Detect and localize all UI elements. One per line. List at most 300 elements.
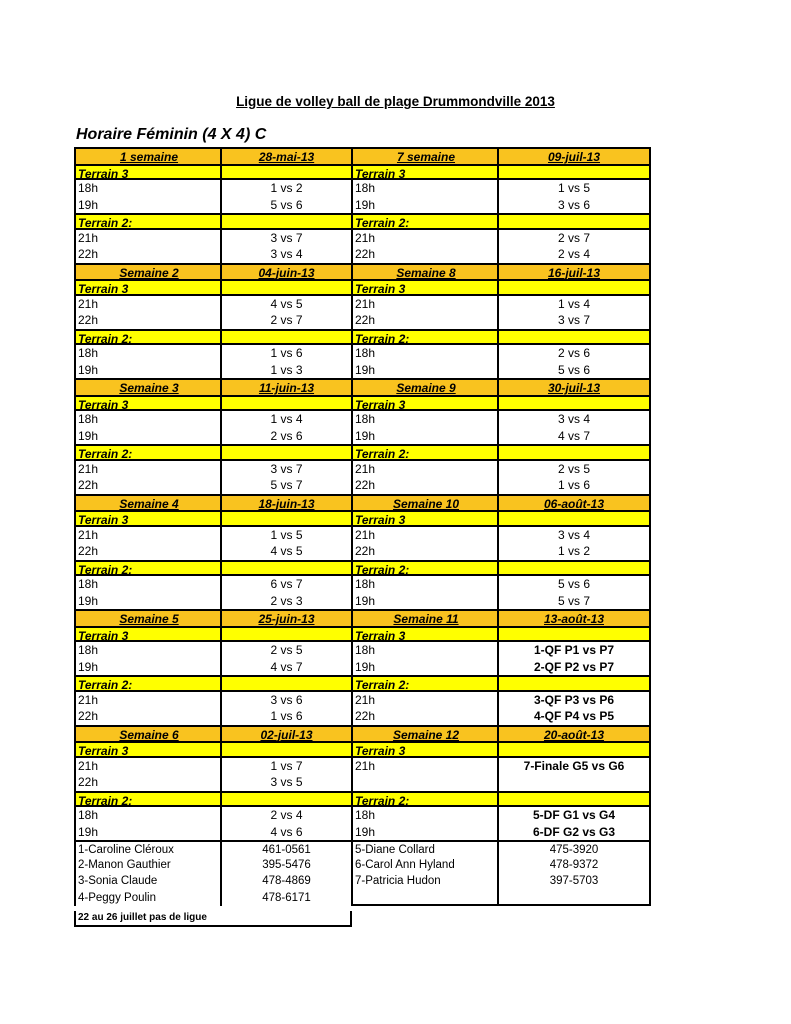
match-label: 18h xyxy=(355,643,376,657)
week-left xyxy=(74,147,351,164)
terrain-label: Terrain 2: xyxy=(78,216,133,228)
match-label: 18h xyxy=(355,808,376,822)
match-label: 21h xyxy=(355,461,376,476)
match-value: 4 vs 5 xyxy=(220,543,351,560)
terrain-row xyxy=(74,675,651,692)
match-value: 1 vs 2 xyxy=(220,180,351,197)
terrain-right xyxy=(351,791,651,808)
week-value: 06-août-13 xyxy=(497,496,649,511)
terrain-left xyxy=(74,329,351,346)
contact-left xyxy=(74,873,351,890)
match-value: 1 vs 5 xyxy=(497,180,649,197)
match-row xyxy=(74,774,651,791)
match-value xyxy=(497,774,649,791)
match-label: 19h xyxy=(78,197,99,212)
week-right xyxy=(351,494,651,511)
terrain-label: Terrain 2: xyxy=(78,447,133,459)
terrain-right xyxy=(351,164,651,181)
terrain-label: Terrain 3 xyxy=(355,166,406,178)
terrain-left xyxy=(74,741,351,758)
terrain-label: Terrain 3 xyxy=(78,628,129,640)
match-label: 18h xyxy=(355,577,376,591)
match-label: 21h xyxy=(78,230,99,245)
week-right xyxy=(351,725,651,742)
match-row xyxy=(74,708,651,725)
match-row xyxy=(74,428,651,445)
match-right xyxy=(351,461,651,478)
terrain-value xyxy=(497,677,649,690)
match-row xyxy=(74,246,651,263)
contact-label: 4-Peggy Poulin xyxy=(78,891,156,904)
terrain-label: Terrain 2: xyxy=(78,562,133,574)
terrain-value xyxy=(220,397,351,410)
contact-right xyxy=(351,857,651,874)
match-value: 4 vs 7 xyxy=(220,659,351,676)
match-label: 19h xyxy=(78,362,99,377)
week-left xyxy=(74,378,351,395)
terrain-right xyxy=(351,213,651,230)
match-value: 1-QF P1 vs P7 xyxy=(497,642,649,659)
terrain-right xyxy=(351,560,651,577)
terrain-value xyxy=(497,743,649,756)
terrain-row xyxy=(74,329,651,346)
match-value: 3 vs 4 xyxy=(497,411,649,428)
match-label: 22h xyxy=(355,544,376,558)
terrain-label: Terrain 3 xyxy=(78,397,129,409)
match-label: 18h xyxy=(78,808,99,822)
match-value: 5-DF G1 vs G4 xyxy=(497,807,649,824)
match-row xyxy=(74,659,651,676)
match-row xyxy=(74,576,651,593)
terrain-value xyxy=(497,281,649,294)
match-row xyxy=(74,296,651,313)
match-left xyxy=(74,411,351,428)
week-label: Semaine 2 xyxy=(119,265,179,279)
terrain-left xyxy=(74,213,351,230)
terrain-left xyxy=(74,791,351,808)
terrain-value xyxy=(497,628,649,641)
match-left xyxy=(74,692,351,709)
contact-right xyxy=(351,873,651,890)
match-row xyxy=(74,758,651,775)
match-value: 3 vs 4 xyxy=(220,246,351,263)
contact-label: 2-Manon Gauthier xyxy=(78,858,171,871)
match-value: 1 vs 2 xyxy=(497,543,649,560)
week-label: Semaine 11 xyxy=(393,612,459,626)
match-label: 19h xyxy=(78,659,99,674)
match-value: 1 vs 6 xyxy=(497,477,649,494)
match-row xyxy=(74,477,651,494)
terrain-label: Terrain 2: xyxy=(355,216,410,228)
match-value: 2 vs 7 xyxy=(220,312,351,329)
match-value: 5 vs 6 xyxy=(497,576,649,593)
terrain-value xyxy=(220,215,351,228)
match-row xyxy=(74,543,651,560)
contact-left xyxy=(74,857,351,874)
match-value: 4 vs 5 xyxy=(220,296,351,313)
match-row xyxy=(74,180,651,197)
terrain-label: Terrain 2: xyxy=(78,793,133,805)
contact-right xyxy=(351,840,651,857)
match-value: 5 vs 7 xyxy=(497,593,649,610)
match-left xyxy=(74,246,351,263)
terrain-row xyxy=(74,626,651,643)
match-right xyxy=(351,593,651,610)
match-label: 21h xyxy=(355,527,376,542)
week-value: 04-juin-13 xyxy=(220,265,351,280)
match-value: 2 vs 5 xyxy=(497,461,649,478)
match-right xyxy=(351,477,651,494)
contact-value: 475-3920 xyxy=(497,842,649,857)
week-header-row xyxy=(74,263,651,280)
match-label: 21h xyxy=(78,758,99,773)
match-left xyxy=(74,593,351,610)
contact-label: 3-Sonia Claude xyxy=(78,875,158,887)
week-label: Semaine 4 xyxy=(119,496,179,510)
match-label: 18h xyxy=(78,643,99,657)
week-header-row xyxy=(74,378,651,395)
match-value: 2 vs 6 xyxy=(220,428,351,445)
match-right xyxy=(351,543,651,560)
match-right xyxy=(351,230,651,247)
match-label: 22h xyxy=(355,247,376,261)
terrain-left xyxy=(74,444,351,461)
terrain-label: Terrain 3 xyxy=(78,513,129,525)
terrain-value xyxy=(220,446,351,459)
terrain-value xyxy=(220,628,351,641)
terrain-right xyxy=(351,675,651,692)
terrain-left xyxy=(74,395,351,412)
match-label: 22h xyxy=(78,247,99,261)
match-label: 21h xyxy=(78,692,99,707)
week-right xyxy=(351,609,651,626)
match-row xyxy=(74,411,651,428)
match-value: 5 vs 6 xyxy=(220,197,351,214)
match-value: 3-QF P3 vs P6 xyxy=(497,692,649,709)
week-right xyxy=(351,147,651,164)
match-right xyxy=(351,362,651,379)
match-value: 5 vs 7 xyxy=(220,477,351,494)
week-value: 18-juin-13 xyxy=(220,496,351,511)
terrain-label: Terrain 2: xyxy=(355,678,410,690)
week-label: 1 semaine xyxy=(119,150,179,164)
terrain-row xyxy=(74,395,651,412)
match-label: 19h xyxy=(355,362,376,377)
match-label: 18h xyxy=(78,577,99,591)
week-label: Semaine 12 xyxy=(392,727,460,741)
match-row xyxy=(74,692,651,709)
terrain-right xyxy=(351,626,651,643)
match-value: 3 vs 7 xyxy=(220,230,351,247)
match-left xyxy=(74,642,351,659)
match-label: 19h xyxy=(355,197,376,212)
terrain-label: Terrain 2: xyxy=(355,793,410,805)
match-right xyxy=(351,692,651,709)
match-label: 22h xyxy=(78,775,99,789)
match-value: 1 vs 4 xyxy=(497,296,649,313)
match-value: 3 vs 6 xyxy=(497,197,649,214)
match-left xyxy=(74,312,351,329)
terrain-left xyxy=(74,626,351,643)
terrain-row xyxy=(74,510,651,527)
match-left xyxy=(74,758,351,775)
contact-label: 7-Patricia Hudon xyxy=(355,875,441,887)
contact-row xyxy=(74,890,651,907)
match-value: 2 vs 7 xyxy=(497,230,649,247)
terrain-value xyxy=(497,215,649,228)
match-left xyxy=(74,345,351,362)
match-label: 19h xyxy=(355,824,376,839)
week-label: Semaine 8 xyxy=(396,265,456,279)
terrain-row xyxy=(74,560,651,577)
match-label: 21h xyxy=(78,527,99,542)
match-label: 22h xyxy=(355,313,376,327)
week-header-row xyxy=(74,609,651,626)
week-left xyxy=(74,494,351,511)
match-left xyxy=(74,543,351,560)
week-label: Semaine 6 xyxy=(119,727,179,741)
match-right xyxy=(351,824,651,841)
match-right xyxy=(351,758,651,775)
match-label: 18h xyxy=(355,412,376,426)
contact-value: 395-5476 xyxy=(220,857,351,874)
match-value: 2 vs 6 xyxy=(497,345,649,362)
match-label: 19h xyxy=(78,428,99,443)
match-row xyxy=(74,593,651,610)
terrain-right xyxy=(351,395,651,412)
match-left xyxy=(74,362,351,379)
week-right xyxy=(351,378,651,395)
schedule-table xyxy=(74,147,651,906)
match-label: 22h xyxy=(355,478,376,492)
match-value: 5 vs 6 xyxy=(497,362,649,379)
terrain-label: Terrain 3 xyxy=(355,513,406,525)
match-value: 4 vs 6 xyxy=(220,824,351,841)
match-label: 18h xyxy=(355,181,376,195)
terrain-value xyxy=(220,743,351,756)
match-value: 2 vs 5 xyxy=(220,642,351,659)
match-label: 22h xyxy=(78,478,99,492)
contact-left xyxy=(74,890,351,907)
terrain-left xyxy=(74,510,351,527)
contact-value: 478-9372 xyxy=(497,857,649,874)
match-row xyxy=(74,642,651,659)
schedule-subtitle: Horaire Féminin (4 X 4) C xyxy=(76,126,267,143)
match-label: 22h xyxy=(78,544,99,558)
week-value: 09-juil-13 xyxy=(497,149,649,164)
match-value: 1 vs 4 xyxy=(220,411,351,428)
contact-label: 6-Carol Ann Hyland xyxy=(355,858,455,871)
week-label: 7 semaine xyxy=(396,150,456,164)
match-label: 19h xyxy=(78,593,99,608)
terrain-label: Terrain 3 xyxy=(78,744,129,756)
week-header-row xyxy=(74,147,651,164)
match-value: 3 vs 4 xyxy=(497,527,649,544)
match-value: 2 vs 4 xyxy=(220,807,351,824)
match-left xyxy=(74,180,351,197)
week-value: 11-juin-13 xyxy=(220,380,351,395)
match-value: 4 vs 7 xyxy=(497,428,649,445)
match-right xyxy=(351,312,651,329)
match-right xyxy=(351,642,651,659)
match-left xyxy=(74,659,351,676)
terrain-label: Terrain 3 xyxy=(355,397,406,409)
match-label: 22h xyxy=(355,709,376,723)
terrain-value xyxy=(220,512,351,525)
match-left xyxy=(74,461,351,478)
match-value: 6-DF G2 vs G3 xyxy=(497,824,649,841)
match-value: 7-Finale G5 vs G6 xyxy=(497,758,649,775)
match-row xyxy=(74,312,651,329)
page-title: Ligue de volley ball de plage Drummondville 2013 xyxy=(236,94,555,109)
week-value: 28-mai-13 xyxy=(220,149,351,164)
match-value: 2 vs 4 xyxy=(497,246,649,263)
match-left xyxy=(74,230,351,247)
match-label: 21h xyxy=(355,692,376,707)
match-right xyxy=(351,659,651,676)
match-row xyxy=(74,197,651,214)
match-left xyxy=(74,197,351,214)
match-label: 18h xyxy=(355,346,376,360)
week-value: 16-juil-13 xyxy=(497,265,649,280)
terrain-label: Terrain 2: xyxy=(355,562,410,574)
terrain-right xyxy=(351,279,651,296)
match-label: 22h xyxy=(78,709,99,723)
contact-value: 478-6171 xyxy=(220,890,351,907)
week-value: 02-juil-13 xyxy=(220,727,351,742)
match-value: 1 vs 7 xyxy=(220,758,351,775)
week-left xyxy=(74,263,351,280)
match-value: 1 vs 5 xyxy=(220,527,351,544)
terrain-row xyxy=(74,213,651,230)
match-label: 18h xyxy=(78,412,99,426)
terrain-value xyxy=(220,677,351,690)
match-left xyxy=(74,296,351,313)
week-label: Semaine 9 xyxy=(396,381,456,395)
match-row xyxy=(74,362,651,379)
note: 22 au 26 juillet pas de ligue xyxy=(74,911,352,927)
match-right xyxy=(351,708,651,725)
match-value: 2 vs 3 xyxy=(220,593,351,610)
match-right xyxy=(351,807,651,824)
week-left xyxy=(74,609,351,626)
terrain-right xyxy=(351,510,651,527)
match-left xyxy=(74,824,351,841)
contact-value: 461-0561 xyxy=(220,842,351,857)
terrain-right xyxy=(351,444,651,461)
contact-value: 397-5703 xyxy=(497,873,649,890)
week-value: 13-août-13 xyxy=(497,611,649,626)
match-label: 21h xyxy=(78,461,99,476)
terrain-value xyxy=(220,793,351,806)
match-right xyxy=(351,576,651,593)
match-left xyxy=(74,708,351,725)
match-left xyxy=(74,807,351,824)
terrain-right xyxy=(351,329,651,346)
match-label: 21h xyxy=(355,230,376,245)
match-right xyxy=(351,180,651,197)
match-left xyxy=(74,774,351,791)
contact-value xyxy=(497,890,649,905)
match-label: 19h xyxy=(355,428,376,443)
terrain-label: Terrain 2: xyxy=(355,447,410,459)
contact-row xyxy=(74,873,651,890)
terrain-right xyxy=(351,741,651,758)
match-row xyxy=(74,824,651,841)
match-right xyxy=(351,411,651,428)
terrain-row xyxy=(74,164,651,181)
week-value: 30-juil-13 xyxy=(497,380,649,395)
week-left xyxy=(74,725,351,742)
terrain-value xyxy=(497,562,649,575)
contact-label xyxy=(353,890,497,905)
match-value: 3 vs 7 xyxy=(220,461,351,478)
terrain-value xyxy=(497,331,649,344)
week-label: Semaine 3 xyxy=(119,381,179,395)
match-value: 3 vs 5 xyxy=(220,774,351,791)
match-value: 3 vs 6 xyxy=(220,692,351,709)
match-right xyxy=(351,246,651,263)
match-right xyxy=(351,428,651,445)
match-left xyxy=(74,428,351,445)
match-row xyxy=(74,345,651,362)
match-value: 6 vs 7 xyxy=(220,576,351,593)
terrain-value xyxy=(220,331,351,344)
match-left xyxy=(74,576,351,593)
week-value: 20-août-13 xyxy=(497,727,649,742)
terrain-left xyxy=(74,560,351,577)
match-label: 18h xyxy=(78,346,99,360)
terrain-value xyxy=(497,397,649,410)
terrain-row xyxy=(74,279,651,296)
match-right xyxy=(351,774,651,791)
match-left xyxy=(74,477,351,494)
match-left xyxy=(74,527,351,544)
terrain-label: Terrain 3 xyxy=(355,282,406,294)
week-right xyxy=(351,263,651,280)
terrain-label: Terrain 2: xyxy=(78,331,133,343)
contact-label: 1-Caroline Cléroux xyxy=(78,844,174,856)
contact-row xyxy=(74,840,651,857)
week-header-row xyxy=(74,725,651,742)
match-value: 1 vs 6 xyxy=(220,345,351,362)
terrain-value xyxy=(497,793,649,806)
match-label: 21h xyxy=(355,296,376,311)
terrain-value xyxy=(497,512,649,525)
terrain-left xyxy=(74,279,351,296)
match-right xyxy=(351,527,651,544)
terrain-value xyxy=(220,281,351,294)
terrain-label: Terrain 3 xyxy=(78,282,129,294)
terrain-label: Terrain 2: xyxy=(78,678,133,690)
terrain-left xyxy=(74,164,351,181)
terrain-row xyxy=(74,741,651,758)
week-label: Semaine 5 xyxy=(119,612,179,626)
match-label: 18h xyxy=(78,181,99,195)
terrain-value xyxy=(220,562,351,575)
match-label xyxy=(353,774,497,791)
match-value: 2-QF P2 vs P7 xyxy=(497,659,649,676)
match-right xyxy=(351,296,651,313)
match-label: 22h xyxy=(78,313,99,327)
match-row xyxy=(74,527,651,544)
week-value: 25-juin-13 xyxy=(220,611,351,626)
match-value: 1 vs 6 xyxy=(220,708,351,725)
match-right xyxy=(351,345,651,362)
match-row xyxy=(74,807,651,824)
contact-row xyxy=(74,857,651,874)
match-value: 3 vs 7 xyxy=(497,312,649,329)
